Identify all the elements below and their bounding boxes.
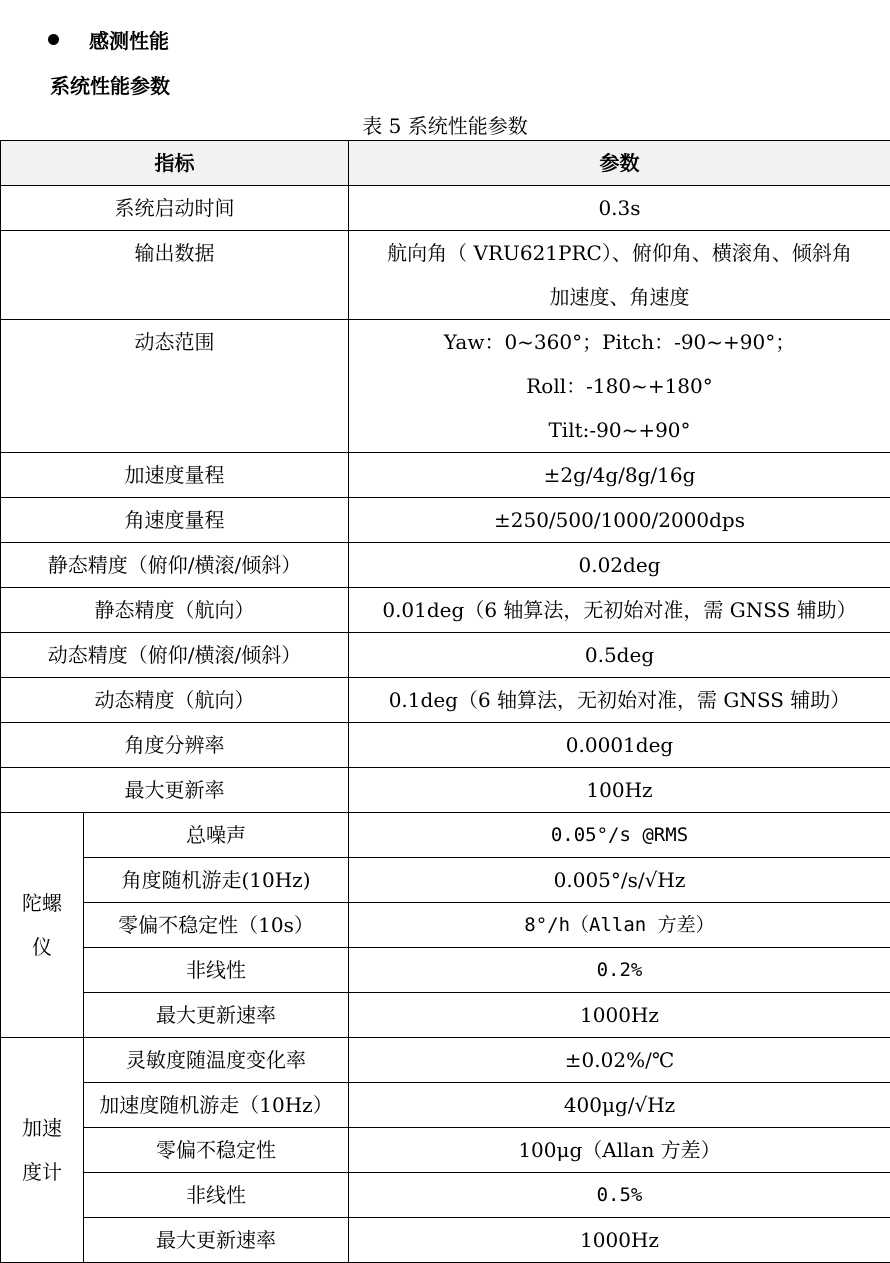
section-title: 感测性能 [89,25,169,54]
table-row [1,1083,890,1128]
row-label: 角速度量程 [1,498,349,543]
table-row [1,1173,890,1218]
table-caption: 表 5 系统性能参数 [0,110,890,139]
row-label: 总噪声 [84,813,349,858]
table-row [1,1038,890,1083]
table-row [1,320,890,453]
row-value [349,231,890,320]
table-row [1,813,890,858]
row-label: 动态精度（航向） [1,678,349,723]
accel-group-label [1,1038,84,1263]
row-value-line: Yaw：0~360°；Pitch：-90~+90°；Roll：-180~+180° [351,320,888,408]
header-indicator: 指标 [1,141,349,186]
row-value-line: Tilt:-90~+90° [351,408,888,452]
row-label: 角度分辨率 [1,723,349,768]
row-label: 静态精度（俯仰/横滚/倾斜） [1,543,349,588]
table-header-row [1,141,890,186]
table-row [1,588,890,633]
row-label: 动态精度（俯仰/横滚/倾斜） [1,633,349,678]
row-value: 100μg（Allan 方差） [349,1128,890,1173]
table-row [1,453,890,498]
table-row [1,186,890,231]
row-label: 灵敏度随温度变化率 [84,1038,349,1083]
header-parameter: 参数 [349,141,890,186]
row-label: 非线性 [84,1173,349,1218]
row-label: 最大更新速率 [84,993,349,1038]
table-row [1,768,890,813]
row-label: 非线性 [84,948,349,993]
gyro-group-label [1,813,84,1038]
group-label-line: 陀螺 [3,881,81,925]
section-heading-line [48,24,169,54]
table-row [1,498,890,543]
row-label: 输出数据 [1,231,349,320]
row-value: 0.005°/s/√Hz [349,858,890,903]
table-row [1,231,890,320]
row-value: 0.01deg（6 轴算法，无初始对准，需 GNSS 辅助） [349,588,890,633]
system-performance-table [0,140,890,1263]
row-value: 0.5deg [349,633,890,678]
row-label: 零偏不稳定性（10s） [84,903,349,948]
table-row [1,543,890,588]
row-value: 100Hz [349,768,890,813]
row-value: ±250/500/1000/2000dps [349,498,890,543]
row-label: 角度随机游走(10Hz) [84,858,349,903]
table-row [1,723,890,768]
row-value: 400μg/√Hz [349,1083,890,1128]
row-value: 0.2% [349,948,890,993]
row-value: 1000Hz [349,1218,890,1263]
row-value: 0.5% [349,1173,890,1218]
bullet-icon [48,34,59,45]
row-value: 0.05°/s @RMS [349,813,890,858]
group-label-line: 加速 [3,1106,81,1150]
row-value: 1000Hz [349,993,890,1038]
row-label: 加速度随机游走（10Hz） [84,1083,349,1128]
table-row [1,903,890,948]
row-label: 加速度量程 [1,453,349,498]
row-value: 0.1deg（6 轴算法，无初始对准，需 GNSS 辅助） [349,678,890,723]
table-row [1,858,890,903]
row-value: ±0.02%/℃ [349,1038,890,1083]
row-label: 零偏不稳定性 [84,1128,349,1173]
row-value: 8°/h（Allan 方差） [349,903,890,948]
row-label: 系统启动时间 [1,186,349,231]
row-value: 0.3s [349,186,890,231]
table-row [1,948,890,993]
row-label: 静态精度（航向） [1,588,349,633]
group-label-line: 度计 [3,1150,81,1194]
table-row [1,1128,890,1173]
row-value-line: 加速度、角速度 [351,275,888,319]
row-value: ±2g/4g/8g/16g [349,453,890,498]
row-label: 最大更新速率 [84,1218,349,1263]
row-value-line: 航向角（ VRU621PRC）、俯仰角、横滚角、倾斜角 [351,231,888,275]
row-value: 0.0001deg [349,723,890,768]
table-row [1,678,890,723]
table-row [1,633,890,678]
row-label: 动态范围 [1,320,349,453]
table-row [1,1218,890,1263]
group-label-line: 仪 [3,925,81,969]
row-label: 最大更新率 [1,768,349,813]
row-value [349,320,890,453]
table-row [1,993,890,1038]
subsection-title: 系统性能参数 [50,70,170,99]
row-value: 0.02deg [349,543,890,588]
